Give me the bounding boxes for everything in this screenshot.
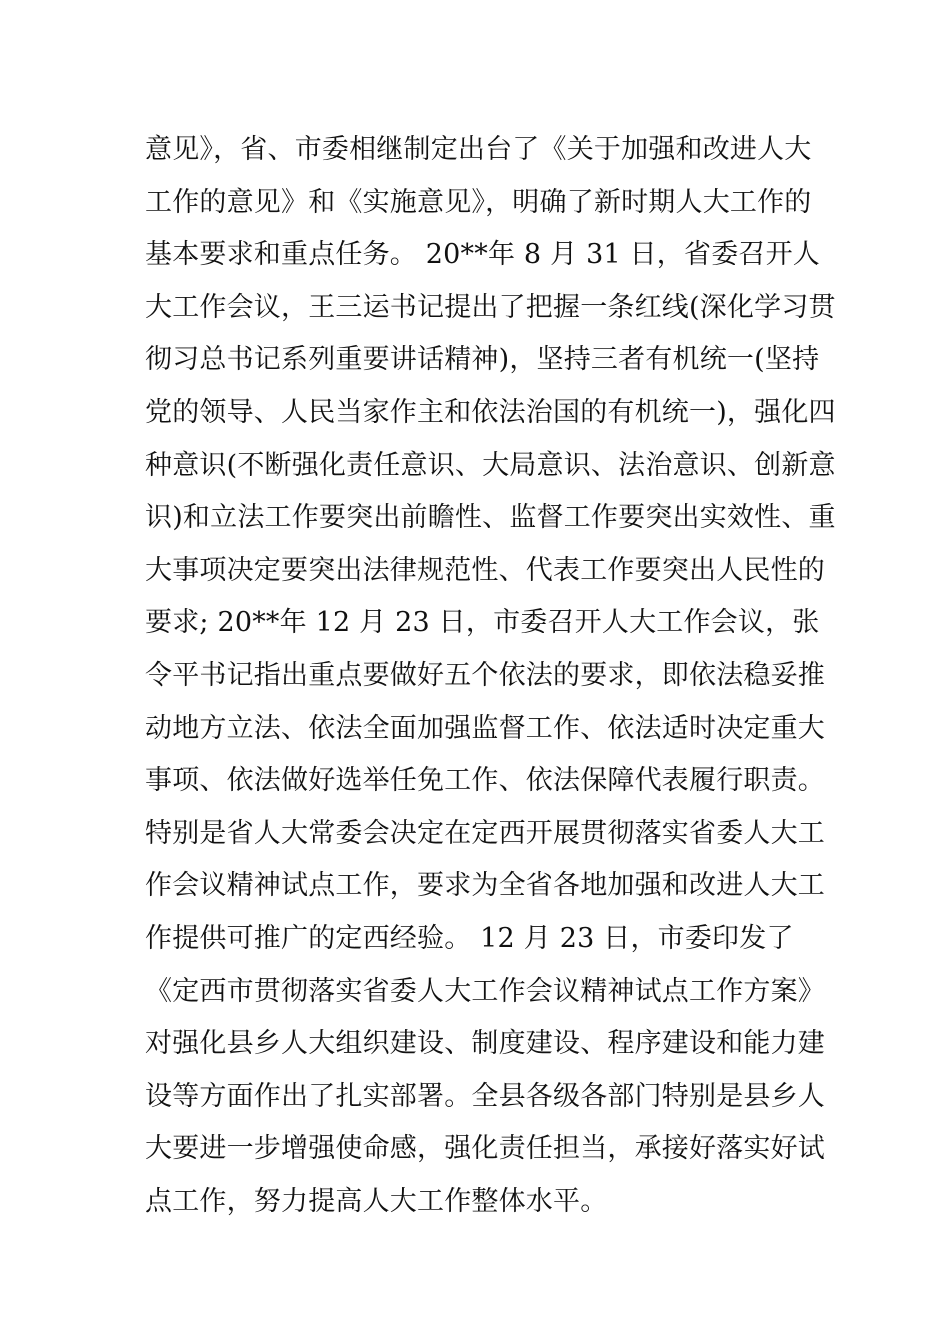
- text-line-14: 特别是省人大常委会决定在定西开展贯彻落实省委人大工: [145, 817, 825, 849]
- text-line-4: 大工作会议，王三运书记提出了把握一条红线(深化学习贯: [145, 291, 836, 323]
- text-line-13: 事项、依法做好选举任免工作、依法保障代表履行职责。: [145, 765, 825, 797]
- text-line-21: 点工作，努力提高人大工作整体水平。: [145, 1185, 608, 1217]
- text-line-1: 意见》，省、市委相继制定出台了《关于加强和改进人大: [145, 134, 812, 165]
- body-text: [145, 124, 836, 1228]
- text-line-17: 《定西市贯彻落实省委人大工作会议精神试点工作方案》: [145, 975, 825, 1007]
- text-line-6: 党的领导、人民当家作主和依法治国的有机统一)，强化四: [145, 396, 836, 428]
- text-line-20: 大要进一步增强使命感，强化责任担当，承接好落实好试: [145, 1133, 825, 1165]
- text-line-8: 识)和立法工作要突出前瞻性、监督工作要突出实效性、重: [145, 502, 836, 534]
- text-line-12: 动地方立法、依法全面加强监督工作、依法适时决定重大: [145, 712, 825, 744]
- text-line-10: 要求; 20**年 12 月 23 日，市委召开人大工作会议，张: [145, 607, 820, 639]
- text-line-7: 种意识(不断强化责任意识、大局意识、法治意识、创新意: [145, 449, 836, 481]
- text-line-2: 工作的意见》和《实施意见》，明确了新时期人大工作的: [145, 186, 812, 218]
- text-line-11: 令平书记指出重点要做好五个依法的要求，即依法稳妥推: [145, 659, 825, 691]
- text-line-9: 大事项决定要突出法律规范性、代表工作要突出人民性的: [145, 554, 825, 586]
- text-line-16: 作提供可推广的定西经验。 12 月 23 日，市委印发了: [145, 922, 794, 954]
- text-line-5: 彻习总书记系列重要讲话精神)，坚持三者有机统一(坚持: [145, 344, 820, 376]
- text-line-18: 对强化县乡人大组织建设、制度建设、程序建设和能力建: [145, 1028, 825, 1060]
- text-line-15: 作会议精神试点工作，要求为全省各地加强和改进人大工: [145, 870, 825, 902]
- text-line-19: 设等方面作出了扎实部署。全县各级各部门特别是县乡人: [145, 1080, 825, 1112]
- text-line-3: 基本要求和重点任务。 20**年 8 月 31 日，省委召开人: [145, 239, 821, 271]
